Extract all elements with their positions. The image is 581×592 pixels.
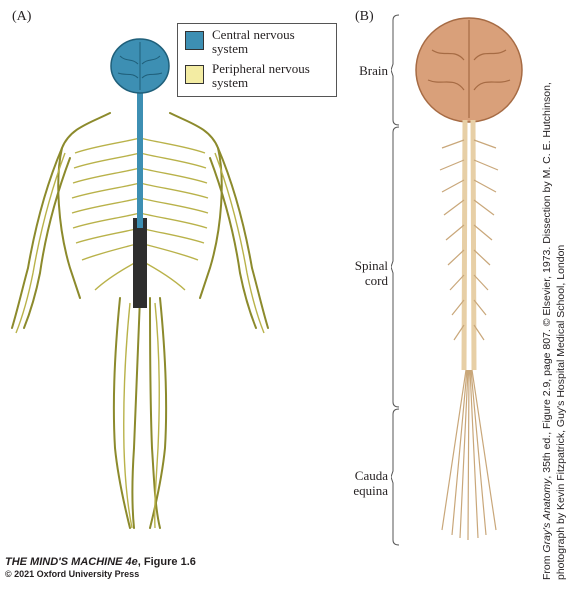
cauda-line1: Cauda bbox=[354, 468, 388, 483]
credit-pre: From bbox=[541, 552, 553, 580]
panel-a-label: (A) bbox=[12, 9, 32, 24]
spinal-bracket bbox=[391, 126, 401, 408]
figure-footer bbox=[5, 556, 196, 579]
credit-book: Gray's Anatomy bbox=[541, 478, 553, 553]
cns-label: Central nervous system bbox=[212, 27, 295, 56]
cauda-line2: equina bbox=[353, 483, 388, 498]
spinal-line1: Spinal bbox=[354, 258, 388, 273]
dissected-cord-photo bbox=[402, 10, 542, 550]
spinal-cord-label bbox=[330, 258, 388, 288]
cauda-equina-label bbox=[330, 468, 388, 498]
copyright: © 2021 Oxford University Press bbox=[5, 569, 140, 579]
book-title: THE MIND'S MACHINE 4e bbox=[5, 556, 138, 568]
credit-line2: photograph by Kevin Fitzpatrick, Guy's Hospital Medical School, London bbox=[555, 244, 567, 580]
pns-label: Peripheral nervous system bbox=[212, 61, 310, 90]
brain-label: Brain bbox=[359, 63, 388, 78]
spinal-line2: cord bbox=[364, 273, 388, 288]
figure-number: , Figure 1.6 bbox=[137, 556, 196, 568]
photo-credit bbox=[540, 5, 568, 580]
panel-b-label: (B) bbox=[355, 9, 374, 24]
brain-bracket bbox=[391, 14, 401, 126]
credit-post: , 35th ed., Figure 2.9, page 807. © Elsevier, 1973. Dissection by M. C. E. Hutchinson, bbox=[541, 82, 553, 479]
cauda-bracket bbox=[391, 408, 401, 546]
nervous-system-illustration bbox=[0, 28, 300, 538]
